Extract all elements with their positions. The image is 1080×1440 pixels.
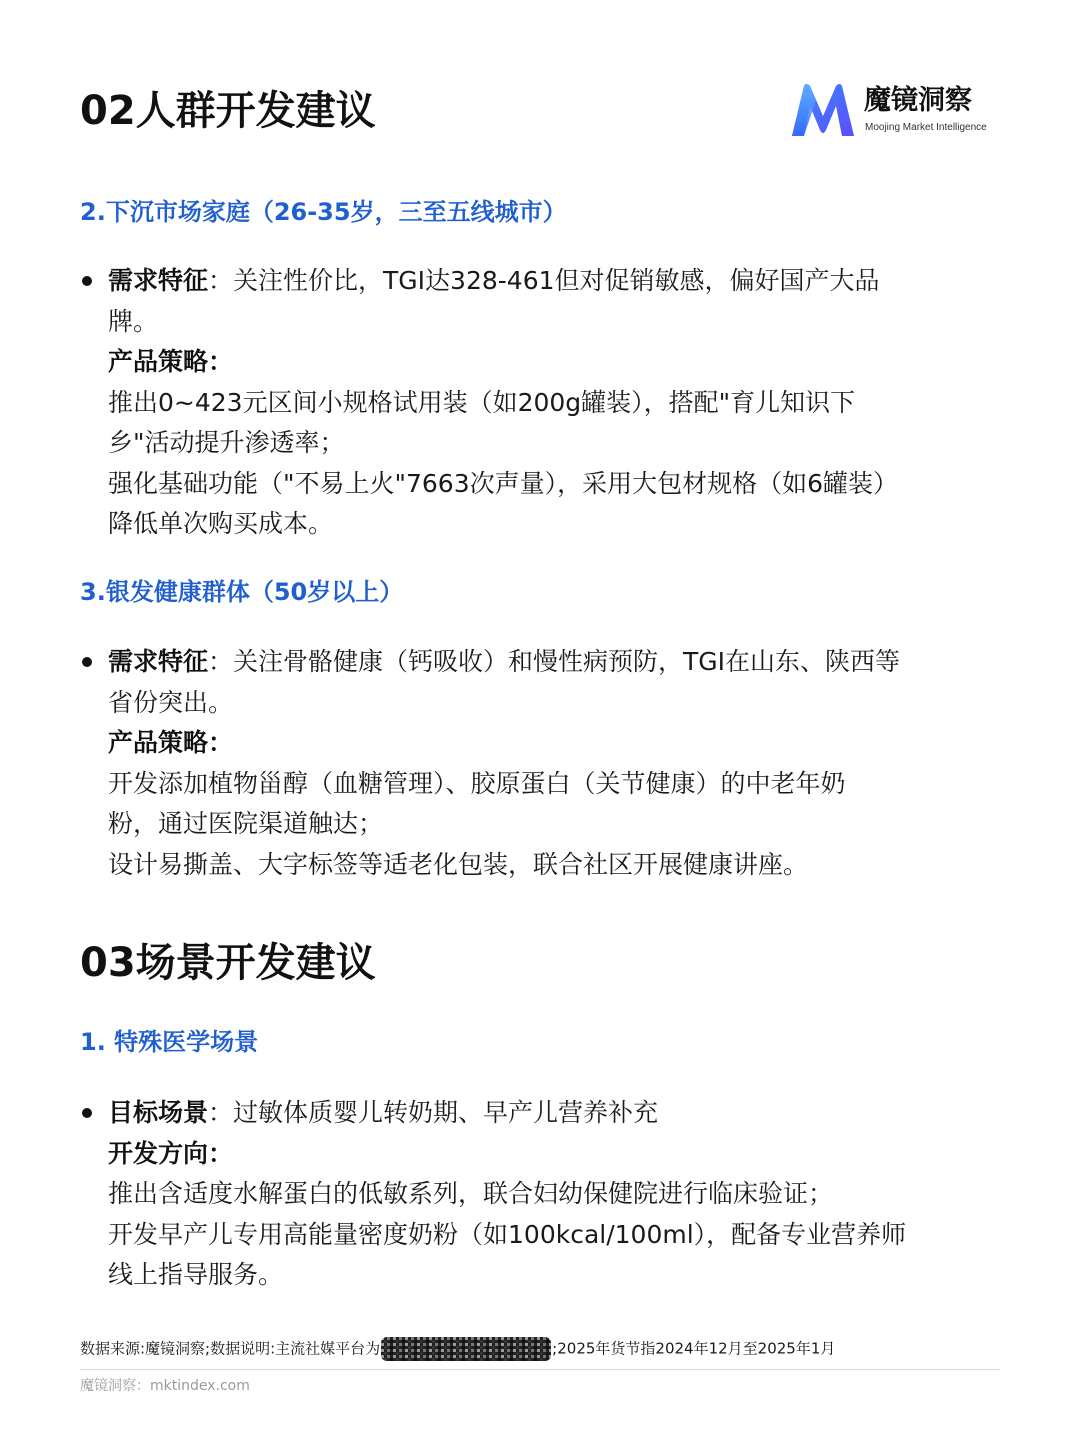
- page-title: 02人群开发建议: [80, 88, 376, 134]
- strategy-label: 产品策略：: [108, 728, 234, 757]
- site-credit: 魔镜洞察：mktindex.com: [80, 1378, 250, 1394]
- bullet-icon: [82, 276, 92, 286]
- brand-logo: [790, 82, 1000, 140]
- data-source-note: [80, 1337, 835, 1361]
- strategy-text: 粉，通过医院渠道触达；: [108, 809, 384, 838]
- source-prefix: 数据来源:魔镜洞察;数据说明:主流社媒平台为: [80, 1339, 381, 1358]
- section-heading-lower-tier-families: 2.下沉市场家庭（26-35岁，三至五线城市）: [80, 198, 567, 226]
- footer-divider: [80, 1369, 1000, 1370]
- logo-text-cn: 魔镜洞察: [864, 85, 972, 116]
- colon: ：: [208, 647, 234, 676]
- demand-text: 关注骨骼健康（钙吸收）和慢性病预防，TGI在山东、陕西等: [233, 647, 901, 676]
- source-suffix: ;2025年货节指2024年12月至2025年1月: [552, 1339, 836, 1358]
- redacted-mosaic: [381, 1337, 551, 1361]
- demand-line: [80, 261, 1010, 302]
- direction-text: 推出含适度水解蛋白的低敏系列，联合妇幼保健院进行临床验证；: [108, 1179, 834, 1208]
- strategy-text: 开发添加植物甾醇（血糖管理）、胶原蛋白（关节健康）的中老年奶: [108, 768, 846, 798]
- section-title-scene: 03场景开发建议: [80, 940, 376, 986]
- target-line: [80, 1093, 1010, 1134]
- demand-label: 需求特征: [108, 266, 209, 295]
- strategy-text: 设计易撕盖、大字标签等适老化包装，联合社区开展健康讲座。: [108, 849, 809, 879]
- demand-text-cont: 省份突出。: [108, 687, 234, 717]
- direction-label: 开发方向：: [108, 1138, 234, 1168]
- demand-label: 需求特征: [108, 647, 209, 676]
- strategy-label: 产品策略：: [108, 347, 234, 376]
- strategy-text: 强化基础功能（"不易上火"7663次声量），采用大包材规格（如6罐装）: [108, 468, 899, 498]
- demand-line: [80, 642, 1010, 683]
- list-item-silver-health: [80, 642, 1010, 885]
- colon: ：: [208, 1098, 234, 1127]
- bullet-icon: [82, 1108, 92, 1118]
- colon: ：: [208, 266, 234, 295]
- target-text: 过敏体质婴儿转奶期、早产儿营养补充: [233, 1098, 659, 1127]
- section-heading-silver-health: 3.银发健康群体（50岁以上）: [80, 578, 404, 606]
- direction-text: 线上指导服务。: [108, 1260, 284, 1289]
- strategy-text: 降低单次购买成本。: [108, 509, 334, 538]
- list-item-lower-tier-families: [80, 261, 1010, 545]
- demand-text-cont: 牌。: [108, 306, 159, 336]
- bullet-icon: [82, 657, 92, 667]
- strategy-text: 乡"活动提升渗透率；: [108, 428, 345, 457]
- strategy-text: 推出0~423元区间小规格试用装（如200g罐装），搭配"育儿知识下: [108, 387, 856, 417]
- target-label: 目标场景: [108, 1098, 209, 1127]
- list-item-medical-scene: [80, 1093, 1010, 1296]
- moojing-logo-icon: [790, 82, 856, 138]
- logo-text-en: Moojing Market Intelligence: [865, 122, 987, 133]
- demand-text: 关注性价比，TGI达328-461但对促销敏感，偏好国产大品: [233, 266, 880, 295]
- section-heading-medical-scene: 1. 特殊医学场景: [80, 1028, 259, 1056]
- direction-text: 开发早产儿专用高能量密度奶粉（如100kcal/100ml），配备专业营养师: [108, 1219, 907, 1249]
